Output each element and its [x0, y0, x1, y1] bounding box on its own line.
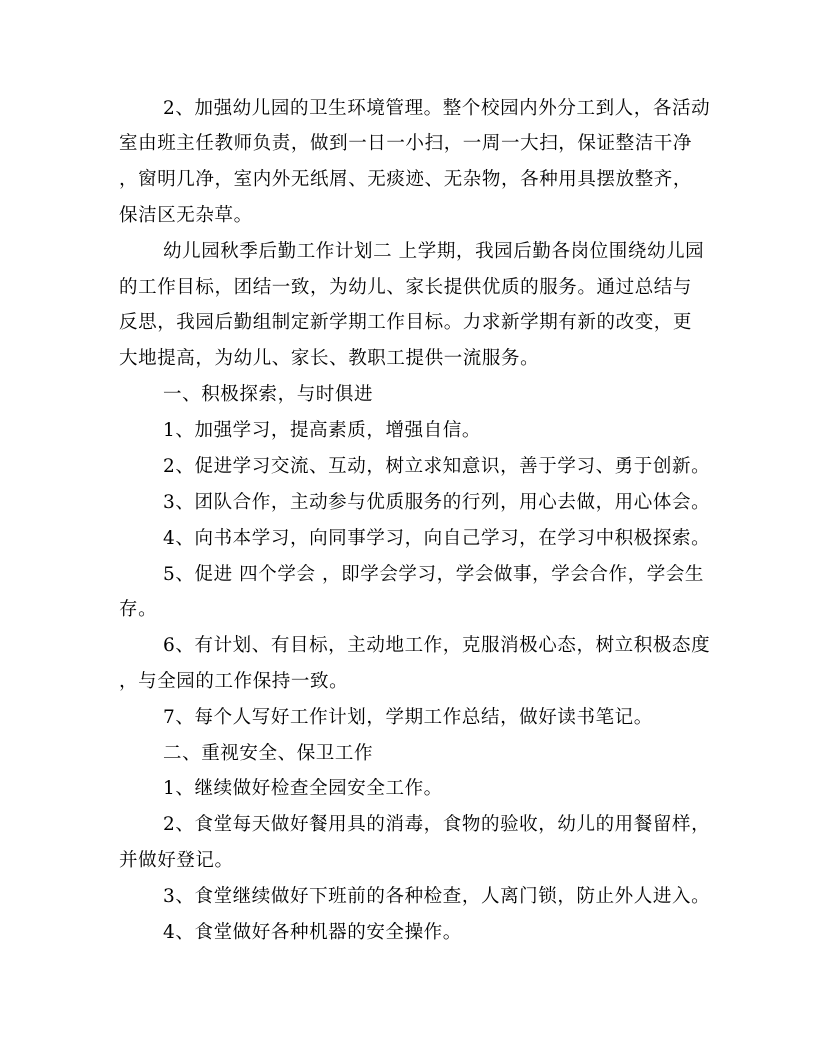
list-item: 4、食堂做好各种机器的安全操作。 [163, 922, 462, 943]
list-item: 2、促进学习交流、互动，树立求知意识，善于学习、勇于创新。 [163, 456, 711, 477]
list-item: 1、继续做好检查全园安全工作。 [163, 778, 443, 799]
section-heading: 一、积极探索，与时俱进 [163, 384, 374, 405]
text-line: 的工作目标，团结一致，为幼儿、家长提供优质的服务。通过总结与 [119, 277, 693, 298]
list-item: 1、加强学习，提高素质，增强自信。 [163, 420, 481, 441]
list-item: 4、向书本学习，向同事学习，向自己学习，在学习中积极探索。 [163, 528, 711, 549]
list-item: 2、食堂每天做好餐用具的消毒，食物的验收，幼儿的用餐留样， [163, 814, 711, 835]
text-line: 反思，我园后勤组制定新学期工作目标。力求新学期有新的改变，更 [119, 312, 693, 333]
text-line: 并做好登记。 [119, 850, 234, 871]
list-item: 7、每个人写好工作计划，学期工作总结，做好读书笔记。 [163, 707, 653, 728]
text-line: 室由班主任教师负责，做到一日一小扫，一周一大扫，保证整洁干净 [119, 133, 693, 154]
text-line: ，窗明几净，室内外无纸屑、无痰迹、无杂物，各种用具摆放整齐， [119, 169, 693, 190]
list-item: 5、促进 四个学会 ，即学会学习，学会做事，学会合作，学会生 [163, 564, 705, 585]
list-item: 6、有计划、有目标，主动地工作，克服消极心态，树立积极态度 [163, 635, 711, 656]
text-line: 2、加强幼儿园的卫生环境管理。整个校园内外分工到人，各活动 [163, 98, 711, 119]
text-line: 存。 [119, 599, 158, 620]
list-item: 3、食堂继续做好下班前的各种检查，人离门锁，防止外人进入。 [163, 886, 711, 907]
text-line: 大地提高，为幼儿、家长、教职工提供一流服务。 [119, 348, 540, 369]
text-line: ，与全园的工作保持一致。 [119, 671, 349, 692]
list-item: 3、团队合作，主动参与优质服务的行列，用心去做，用心体会。 [163, 492, 711, 513]
text-line: 幼儿园秋季后勤工作计划二 上学期，我园后勤各岗位围绕幼儿园 [163, 241, 705, 262]
section-heading: 二、重视安全、保卫工作 [163, 743, 374, 764]
text-line: 保洁区无杂草。 [119, 205, 253, 226]
